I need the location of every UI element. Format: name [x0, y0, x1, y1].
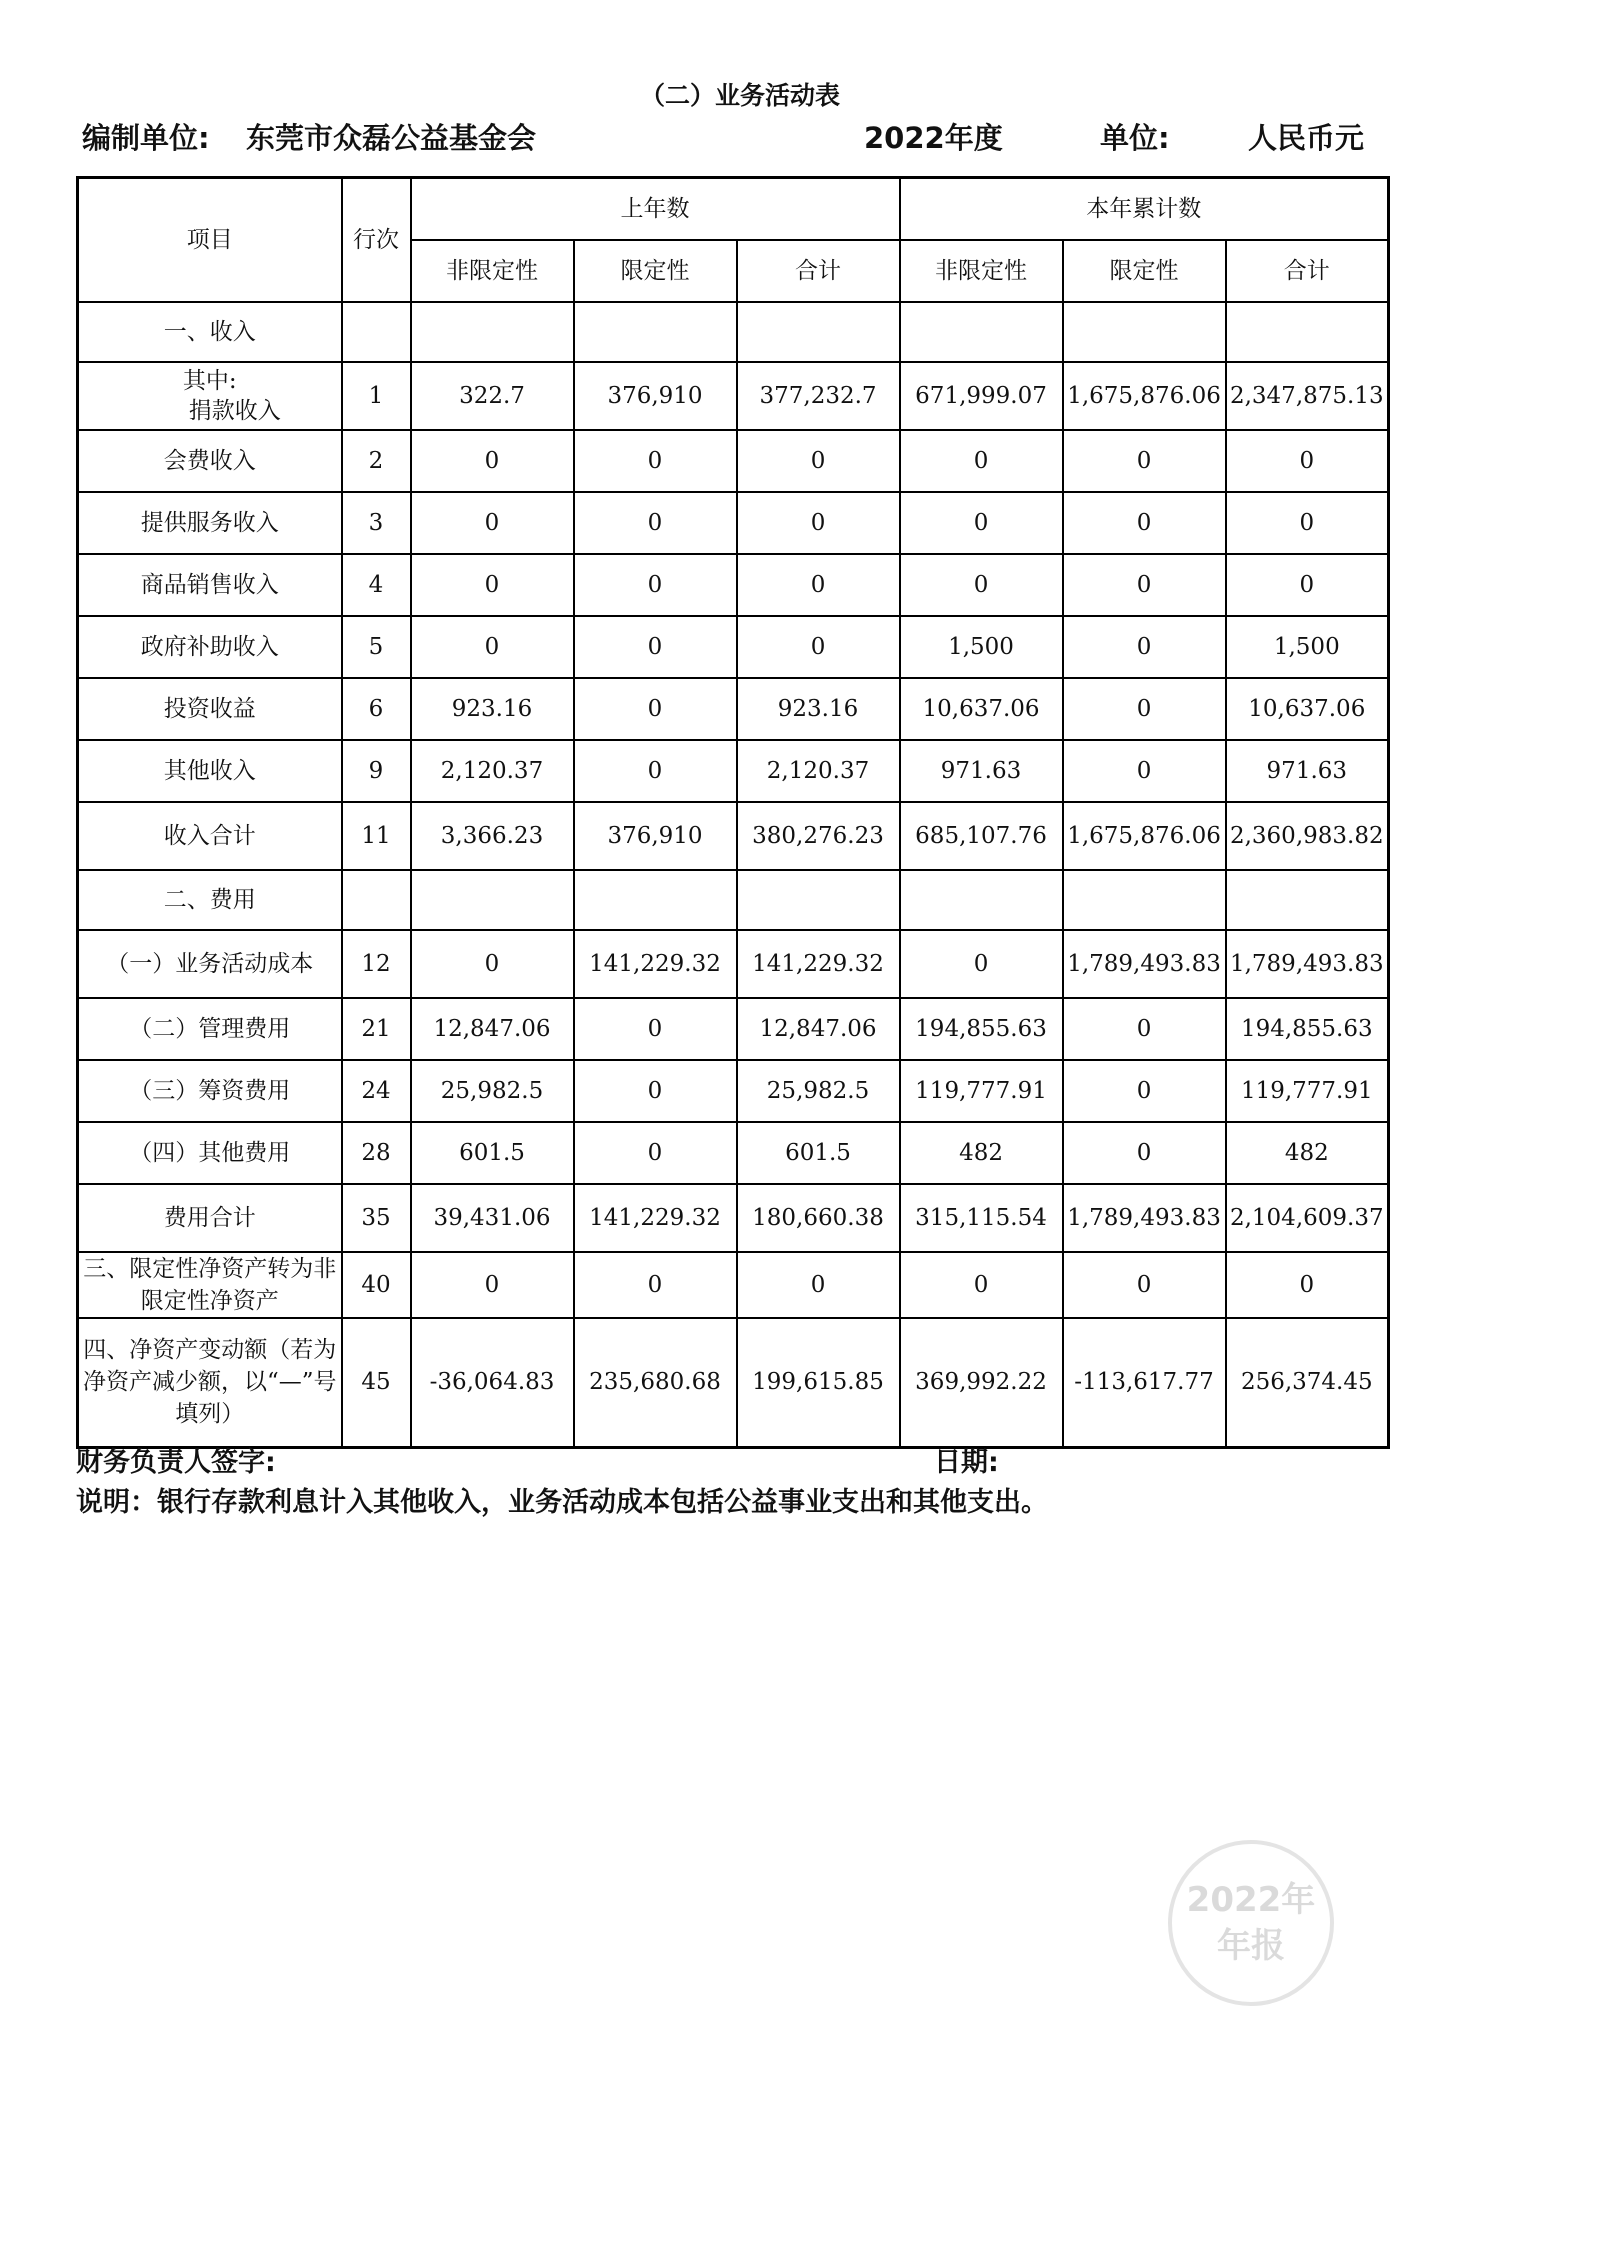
- date-label: 日期:: [934, 1447, 999, 1478]
- row-label: 费用合计: [78, 1184, 342, 1252]
- cell-curr-total: 0: [1226, 430, 1389, 492]
- row-label-prefix: 其中:: [182, 367, 237, 394]
- cell-prev-total: 601.5: [737, 1122, 900, 1184]
- row-number: 1: [342, 362, 411, 430]
- row-number: 11: [342, 802, 411, 870]
- cell-curr-total: 119,777.91: [1226, 1060, 1389, 1122]
- cell-prev-unrestricted: 923.16: [411, 678, 574, 740]
- cell-curr-unrestricted: 0: [900, 554, 1063, 616]
- table-row: [78, 1060, 1389, 1122]
- cell-curr-total: 482: [1226, 1122, 1389, 1184]
- cell-curr-total: 0: [1226, 492, 1389, 554]
- table-row: [78, 678, 1389, 740]
- cell-curr-total: 1,500: [1226, 616, 1389, 678]
- cell-curr-restricted: 1,789,493.83: [1063, 1184, 1226, 1252]
- row-label: 投资收益: [78, 678, 342, 740]
- cell-prev-unrestricted: 0: [411, 616, 574, 678]
- row-number: 3: [342, 492, 411, 554]
- row-number: 35: [342, 1184, 411, 1252]
- table-row: [78, 554, 1389, 616]
- cell-curr-unrestricted: 0: [900, 1252, 1063, 1318]
- cell-prev-restricted: 0: [574, 1122, 737, 1184]
- cell-prev-unrestricted: -36,064.83: [411, 1318, 574, 1448]
- row-label: 四、净资产变动额（若为净资产减少额，以“—”号填列）: [78, 1318, 342, 1448]
- col-header-curr-total: 合计: [1226, 240, 1389, 302]
- cell-prev-unrestricted: [411, 870, 574, 930]
- cell-curr-restricted: 1,675,876.06: [1063, 362, 1226, 430]
- cell-prev-restricted: 0: [574, 678, 737, 740]
- cell-prev-unrestricted: 0: [411, 1252, 574, 1318]
- cell-curr-restricted: -113,617.77: [1063, 1318, 1226, 1448]
- cell-curr-unrestricted: 971.63: [900, 740, 1063, 802]
- cell-prev-restricted: 0: [574, 616, 737, 678]
- cell-prev-total: 180,660.38: [737, 1184, 900, 1252]
- unit-label: 编制单位:: [82, 121, 210, 155]
- table-row: [78, 302, 1389, 362]
- col-header-curr-restricted: 限定性: [1063, 240, 1226, 302]
- cell-prev-restricted: 235,680.68: [574, 1318, 737, 1448]
- table-row: [78, 1252, 1389, 1318]
- cell-prev-total: 12,847.06: [737, 998, 900, 1060]
- cell-prev-total: 0: [737, 616, 900, 678]
- col-header-item: 项目: [78, 178, 342, 302]
- cell-curr-restricted: [1063, 302, 1226, 362]
- cell-curr-unrestricted: 685,107.76: [900, 802, 1063, 870]
- col-header-row-no: 行次: [342, 178, 411, 302]
- col-header-prev-total: 合计: [737, 240, 900, 302]
- cell-curr-restricted: 0: [1063, 678, 1226, 740]
- row-number: 45: [342, 1318, 411, 1448]
- stamp-line-1: 2022年: [1186, 1880, 1316, 1920]
- cell-prev-restricted: 0: [574, 492, 737, 554]
- report-year: 2022年度: [864, 121, 1003, 155]
- cell-curr-unrestricted: 119,777.91: [900, 1060, 1063, 1122]
- table-row: [78, 492, 1389, 554]
- cell-prev-total: 0: [737, 1252, 900, 1318]
- cell-curr-unrestricted: 315,115.54: [900, 1184, 1063, 1252]
- table-row: [78, 430, 1389, 492]
- cell-curr-unrestricted: [900, 302, 1063, 362]
- cell-curr-unrestricted: 369,992.22: [900, 1318, 1063, 1448]
- cell-prev-total: 199,615.85: [737, 1318, 900, 1448]
- cell-prev-restricted: 141,229.32: [574, 1184, 737, 1252]
- row-label: 收入合计: [78, 802, 342, 870]
- cell-prev-restricted: [574, 302, 737, 362]
- row-label: 会费收入: [78, 430, 342, 492]
- cell-prev-restricted: [574, 870, 737, 930]
- cell-prev-unrestricted: 3,366.23: [411, 802, 574, 870]
- cell-prev-unrestricted: 39,431.06: [411, 1184, 574, 1252]
- row-label: 二、费用: [78, 870, 342, 930]
- footnote: 说明：银行存款利息计入其他收入，业务活动成本包括公益事业支出和其他支出。: [76, 1487, 1048, 1518]
- cell-curr-unrestricted: 0: [900, 930, 1063, 998]
- cell-curr-total: 971.63: [1226, 740, 1389, 802]
- cell-prev-unrestricted: 0: [411, 930, 574, 998]
- cell-prev-restricted: 141,229.32: [574, 930, 737, 998]
- row-label: （一）业务活动成本: [78, 930, 342, 998]
- col-header-prev-year: 上年数: [411, 178, 900, 240]
- signature-label: 财务负责人签字:: [76, 1447, 276, 1478]
- cell-curr-restricted: 0: [1063, 492, 1226, 554]
- row-number: 24: [342, 1060, 411, 1122]
- cell-curr-restricted: 0: [1063, 554, 1226, 616]
- row-number: 6: [342, 678, 411, 740]
- cell-prev-unrestricted: 25,982.5: [411, 1060, 574, 1122]
- cell-prev-restricted: 0: [574, 554, 737, 616]
- annual-report-stamp: [1168, 1840, 1334, 2006]
- cell-prev-restricted: 0: [574, 1060, 737, 1122]
- cell-prev-total: 0: [737, 492, 900, 554]
- row-number: [342, 302, 411, 362]
- cell-prev-restricted: 376,910: [574, 362, 737, 430]
- cell-prev-unrestricted: 601.5: [411, 1122, 574, 1184]
- cell-prev-total: 0: [737, 554, 900, 616]
- cell-prev-total: 0: [737, 430, 900, 492]
- cell-prev-total: [737, 870, 900, 930]
- row-number: 28: [342, 1122, 411, 1184]
- row-label: 政府补助收入: [78, 616, 342, 678]
- col-header-prev-unrestricted: 非限定性: [411, 240, 574, 302]
- cell-prev-restricted: 376,910: [574, 802, 737, 870]
- cell-curr-total: 256,374.45: [1226, 1318, 1389, 1448]
- table-row: [78, 740, 1389, 802]
- row-label: 其他收入: [78, 740, 342, 802]
- currency: 人民币元: [1248, 121, 1365, 155]
- cell-curr-unrestricted: 1,500: [900, 616, 1063, 678]
- cell-prev-total: 141,229.32: [737, 930, 900, 998]
- cell-prev-restricted: 0: [574, 740, 737, 802]
- row-label: 三、限定性净资产转为非限定性净资产: [78, 1252, 342, 1318]
- row-label: 提供服务收入: [78, 492, 342, 554]
- row-number: 12: [342, 930, 411, 998]
- table-row: [78, 1184, 1389, 1252]
- col-header-curr-year: 本年累计数: [900, 178, 1389, 240]
- cell-prev-total: 923.16: [737, 678, 900, 740]
- cell-prev-unrestricted: 12,847.06: [411, 998, 574, 1060]
- cell-curr-unrestricted: [900, 870, 1063, 930]
- cell-curr-restricted: 0: [1063, 1252, 1226, 1318]
- cell-curr-restricted: 0: [1063, 1060, 1226, 1122]
- cell-prev-unrestricted: 0: [411, 492, 574, 554]
- cell-prev-unrestricted: [411, 302, 574, 362]
- cell-curr-restricted: 1,675,876.06: [1063, 802, 1226, 870]
- row-number: 5: [342, 616, 411, 678]
- activity-table: [76, 176, 1390, 1449]
- cell-curr-restricted: 0: [1063, 430, 1226, 492]
- currency-label: 单位:: [1100, 121, 1170, 155]
- page-title: （二）业务活动表: [639, 81, 840, 110]
- table-row: [78, 930, 1389, 998]
- row-label: （三）筹资费用: [78, 1060, 342, 1122]
- cell-curr-restricted: 1,789,493.83: [1063, 930, 1226, 998]
- table-row: [78, 616, 1389, 678]
- row-number: 21: [342, 998, 411, 1060]
- cell-curr-restricted: 0: [1063, 616, 1226, 678]
- cell-curr-total: 2,104,609.37: [1226, 1184, 1389, 1252]
- row-label: [78, 362, 342, 430]
- cell-prev-total: 25,982.5: [737, 1060, 900, 1122]
- row-label: （二）管理费用: [78, 998, 342, 1060]
- col-header-prev-restricted: 限定性: [574, 240, 737, 302]
- cell-curr-unrestricted: 10,637.06: [900, 678, 1063, 740]
- cell-curr-total: 1,789,493.83: [1226, 930, 1389, 998]
- cell-curr-total: [1226, 870, 1389, 930]
- cell-prev-total: 377,232.7: [737, 362, 900, 430]
- row-number: [342, 870, 411, 930]
- row-label: 一、收入: [78, 302, 342, 362]
- table-row: [78, 362, 1389, 430]
- cell-curr-total: 2,347,875.13: [1226, 362, 1389, 430]
- table-row: [78, 1318, 1389, 1448]
- cell-curr-restricted: 0: [1063, 740, 1226, 802]
- cell-prev-unrestricted: 0: [411, 430, 574, 492]
- row-number: 9: [342, 740, 411, 802]
- cell-curr-total: 0: [1226, 554, 1389, 616]
- cell-prev-unrestricted: 2,120.37: [411, 740, 574, 802]
- cell-curr-total: 0: [1226, 1252, 1389, 1318]
- cell-curr-restricted: 0: [1063, 1122, 1226, 1184]
- cell-prev-total: [737, 302, 900, 362]
- row-label-text: 捐款收入: [188, 397, 281, 424]
- cell-curr-total: 2,360,983.82: [1226, 802, 1389, 870]
- cell-curr-total: 194,855.63: [1226, 998, 1389, 1060]
- cell-curr-restricted: 0: [1063, 998, 1226, 1060]
- cell-prev-restricted: 0: [574, 430, 737, 492]
- cell-prev-restricted: 0: [574, 998, 737, 1060]
- table-row: [78, 870, 1389, 930]
- table-row: [78, 998, 1389, 1060]
- cell-curr-unrestricted: 0: [900, 430, 1063, 492]
- cell-curr-restricted: [1063, 870, 1226, 930]
- row-number: 2: [342, 430, 411, 492]
- table-row: [78, 1122, 1389, 1184]
- cell-curr-unrestricted: 0: [900, 492, 1063, 554]
- table-row: [78, 802, 1389, 870]
- cell-prev-total: 380,276.23: [737, 802, 900, 870]
- row-number: 4: [342, 554, 411, 616]
- row-label: 商品销售收入: [78, 554, 342, 616]
- cell-curr-total: [1226, 302, 1389, 362]
- cell-curr-unrestricted: 482: [900, 1122, 1063, 1184]
- cell-prev-restricted: 0: [574, 1252, 737, 1318]
- col-header-curr-unrestricted: 非限定性: [900, 240, 1063, 302]
- cell-curr-unrestricted: 194,855.63: [900, 998, 1063, 1060]
- row-label: （四）其他费用: [78, 1122, 342, 1184]
- stamp-line-2: 年报: [1217, 1926, 1285, 1966]
- cell-prev-total: 2,120.37: [737, 740, 900, 802]
- cell-prev-unrestricted: 0: [411, 554, 574, 616]
- unit-name: 东莞市众磊公益基金会: [246, 121, 537, 155]
- cell-curr-total: 10,637.06: [1226, 678, 1389, 740]
- cell-curr-unrestricted: 671,999.07: [900, 362, 1063, 430]
- row-number: 40: [342, 1252, 411, 1318]
- cell-prev-unrestricted: 322.7: [411, 362, 574, 430]
